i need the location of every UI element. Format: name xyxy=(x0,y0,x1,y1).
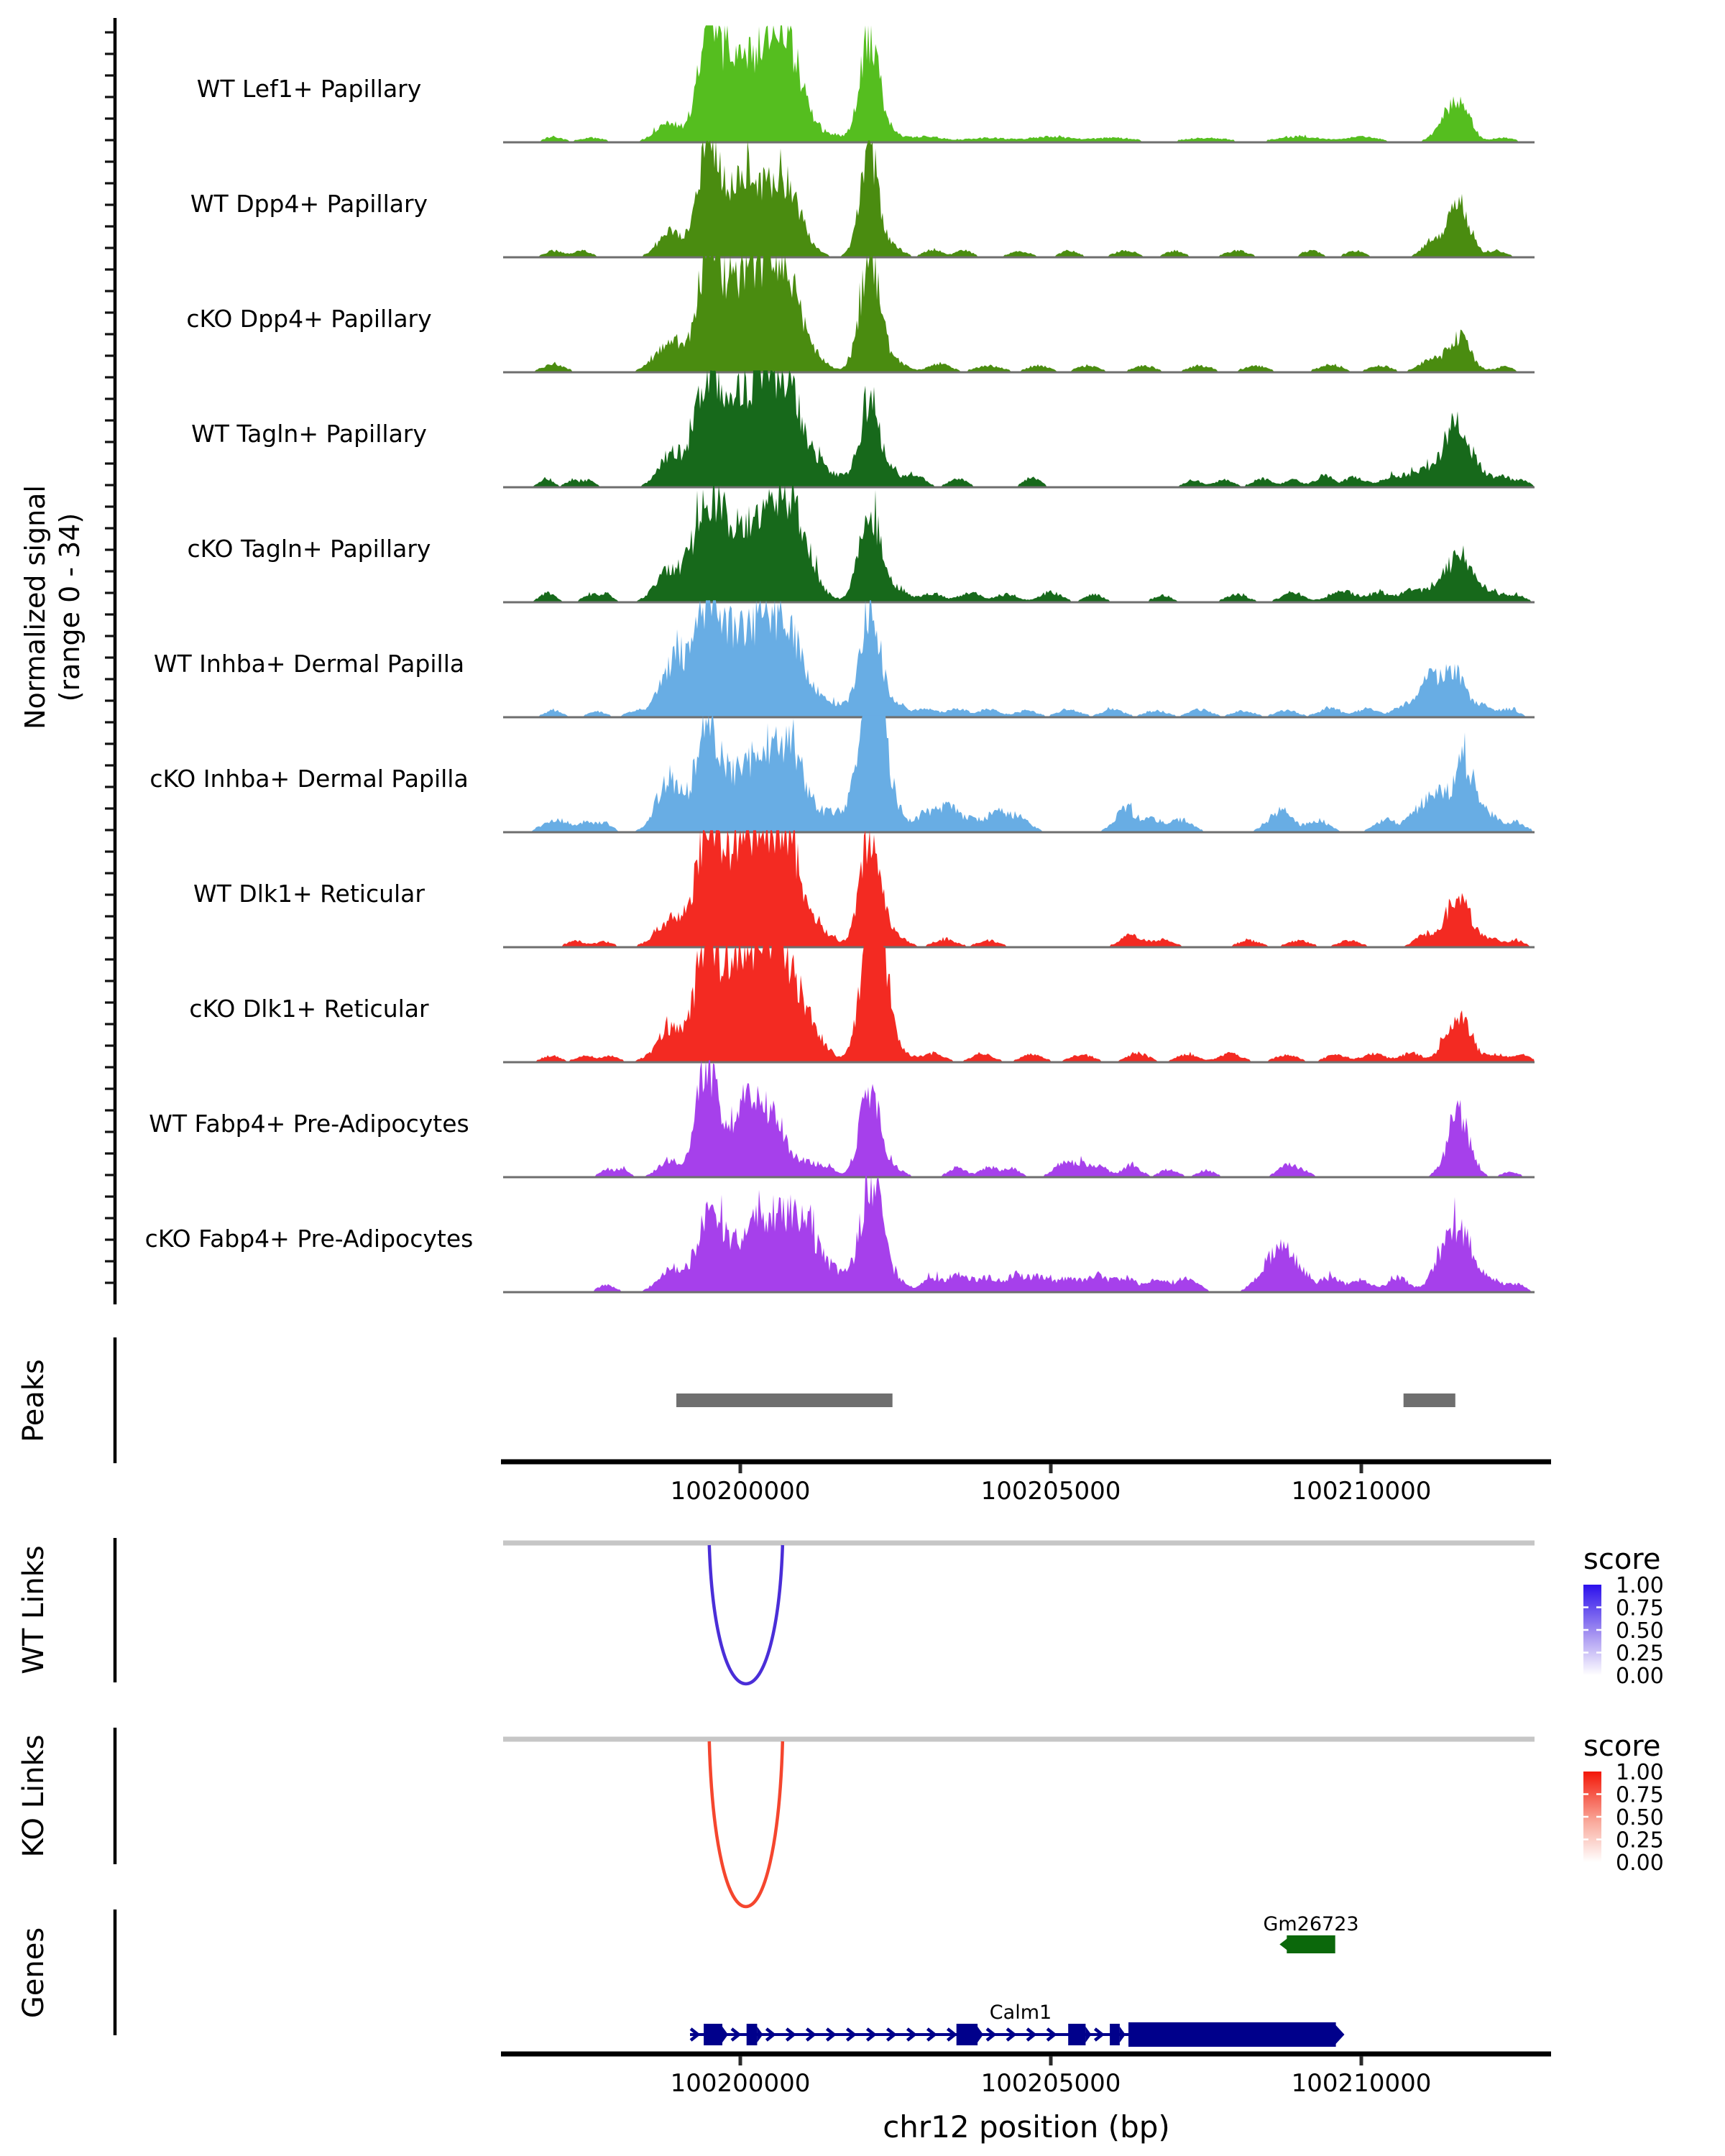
coverage-signal-area xyxy=(503,255,1535,372)
score-tick-label: 0.25 xyxy=(1616,1828,1664,1853)
ruler-tick-label: 100205000 xyxy=(980,2069,1121,2098)
coverage-track xyxy=(149,1060,1535,1177)
gene-calm1-exon xyxy=(747,2024,758,2045)
score-tick-label: 1.00 xyxy=(1616,1573,1664,1598)
gene-models xyxy=(690,1935,1345,2047)
gene-label-gm26723: Gm26723 xyxy=(1263,1913,1359,1935)
coverage-signal-area xyxy=(503,715,1535,832)
ruler-tick-label: 100200000 xyxy=(670,2069,811,2098)
coverage-signal-area xyxy=(503,140,1535,257)
track-label: cKO Inhba+ Dermal Papilla xyxy=(150,765,469,793)
coverage-track xyxy=(154,600,1535,717)
gene-calm1-exon-tip xyxy=(1336,2025,1345,2044)
ko-links-panel xyxy=(17,1728,1664,1907)
coverage-signal-area xyxy=(503,370,1535,487)
coverage-signal-area xyxy=(503,600,1535,717)
link-arc xyxy=(709,1545,783,1684)
score-tick-label: 0.50 xyxy=(1616,1805,1664,1830)
ruler-tick-label: 100205000 xyxy=(980,1477,1121,1506)
signal-panel xyxy=(19,18,1535,1304)
peaks-panel xyxy=(17,1337,1455,1463)
gene-label-calm1: Calm1 xyxy=(989,2001,1052,2024)
gene-gm26723-strand-arrow xyxy=(1279,1938,1287,1950)
gene-calm1-exon-tip xyxy=(1085,2027,1091,2042)
coverage-track xyxy=(190,140,1535,257)
score-tick-label: 1.00 xyxy=(1616,1760,1664,1785)
ko-links-section-label: KO Links xyxy=(17,1734,50,1858)
coverage-track xyxy=(150,715,1535,832)
ruler-tick-label: 100200000 xyxy=(670,1477,811,1506)
track-label: cKO Fabp4+ Pre-Adipocytes xyxy=(144,1225,474,1253)
coverage-signal-area xyxy=(503,1060,1535,1177)
genome-ruler-top xyxy=(501,1462,1551,1506)
x-axis-label: chr12 position (bp) xyxy=(883,2109,1170,2145)
coverage-track xyxy=(191,370,1535,487)
wt-score-legend xyxy=(1583,1543,1664,1689)
ruler-tick-label: 100210000 xyxy=(1291,2069,1432,2098)
gene-calm1-exon xyxy=(1068,2024,1085,2045)
coverage-track xyxy=(193,830,1535,947)
score-tick-label: 0.50 xyxy=(1616,1618,1664,1644)
coverage-track xyxy=(186,255,1535,372)
coverage-tracks xyxy=(145,25,1535,1292)
genes-panel xyxy=(17,1909,1359,2047)
score-tick-label: 0.75 xyxy=(1616,1595,1664,1621)
score-tick-label: 0.00 xyxy=(1616,1851,1664,1876)
coverage-track xyxy=(189,945,1535,1062)
coverage-track xyxy=(197,25,1535,142)
score-tick-label: 0.75 xyxy=(1616,1782,1664,1808)
coverage-signal-area xyxy=(503,945,1535,1062)
peak-interval-bar xyxy=(1404,1393,1455,1407)
link-arc xyxy=(709,1741,783,1907)
coverage-signal-area xyxy=(503,25,1535,142)
gene-calm1-exon xyxy=(957,2024,978,2045)
peak-interval-bar xyxy=(676,1393,893,1407)
coverage-signal-area xyxy=(503,1175,1535,1292)
wt-score-legend-title: score xyxy=(1583,1543,1661,1576)
gene-calm1-exon-tip xyxy=(722,2027,728,2042)
coverage-track xyxy=(188,485,1535,602)
ko-score-legend-title: score xyxy=(1583,1730,1661,1763)
wt-links-section-label: WT Links xyxy=(17,1545,50,1674)
ko-links-track xyxy=(503,1739,1535,1907)
gene-calm1-exon-tip xyxy=(978,2027,983,2042)
gene-calm1-exon xyxy=(1128,2022,1336,2047)
track-label: cKO Tagln+ Papillary xyxy=(187,535,431,563)
score-tick-label: 0.25 xyxy=(1616,1641,1664,1667)
track-label: WT Inhba+ Dermal Papilla xyxy=(153,650,465,678)
genome-ruler-bottom xyxy=(501,2054,1551,2098)
track-label: WT Lef1+ Papillary xyxy=(196,75,422,103)
gene-calm1-exon-tip xyxy=(1120,2027,1126,2042)
gene-calm1-exon xyxy=(704,2024,722,2045)
wt-links-track xyxy=(503,1543,1535,1684)
ko-score-legend xyxy=(1583,1730,1664,1876)
genes-section-label: Genes xyxy=(17,1927,50,2019)
gene-gm26723-exon xyxy=(1287,1935,1335,1953)
track-label: WT Dpp4+ Papillary xyxy=(190,190,428,218)
coverage-signal-area xyxy=(503,830,1535,947)
wt-links-panel xyxy=(17,1538,1664,1689)
gene-calm1-exon xyxy=(1110,2024,1120,2045)
y-axis-label-line1: Normalized signal xyxy=(19,485,51,729)
coverage-signal-area xyxy=(503,485,1535,602)
peaks-section-label: Peaks xyxy=(17,1359,50,1442)
ruler-tick-label: 100210000 xyxy=(1291,1477,1432,1506)
track-label: WT Fabp4+ Pre-Adipocytes xyxy=(149,1110,469,1138)
track-label: WT Tagln+ Papillary xyxy=(191,420,427,448)
score-tick-label: 0.00 xyxy=(1616,1664,1664,1689)
track-label: cKO Dlk1+ Reticular xyxy=(189,995,429,1023)
track-label: cKO Dpp4+ Papillary xyxy=(186,305,432,333)
coverage-track xyxy=(145,1175,1535,1292)
peak-intervals xyxy=(676,1393,1455,1407)
track-label: WT Dlk1+ Reticular xyxy=(193,880,425,908)
gene-calm1-exon-tip xyxy=(757,2027,763,2042)
y-axis-label-line2: (range 0 - 34) xyxy=(54,512,86,702)
